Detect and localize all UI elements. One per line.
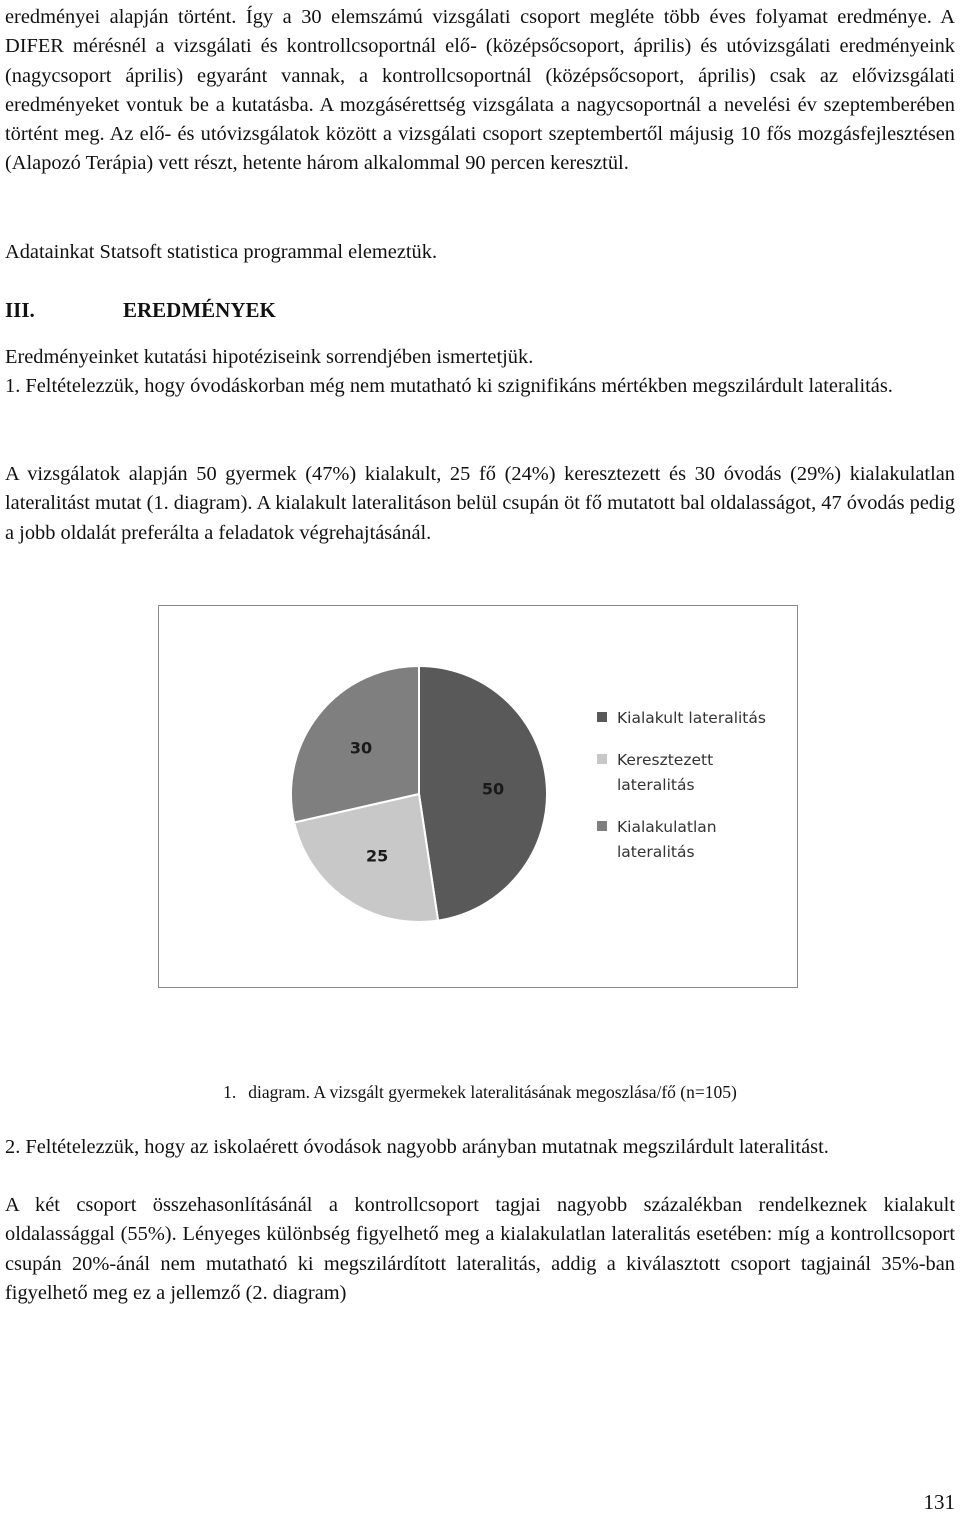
paragraph-results-1: A vizsgálatok alapján 50 gyermek (47%) kialakult, 25 fő (24%) keresztezett és 30 óvodás (29%) kialakulatlan lateralitást mutat (1. diagram). A kialakult lateralitáson belül csupán öt fő mutatott bal oldalasságot, 47 óvodás pedig a jobb oldalát preferálta a feladatok végrehajtásánál. xyxy=(5,463,955,544)
legend-swatch xyxy=(597,821,607,831)
figure-caption xyxy=(5,1080,955,1104)
legend-swatch xyxy=(597,712,607,722)
page-number: 131 xyxy=(923,1490,955,1514)
section-heading xyxy=(5,296,276,325)
paragraph-intro-results: Eredményeinket kutatási hipotéziseink sorrendjében ismertetjük. xyxy=(5,346,534,368)
legend-item xyxy=(597,815,742,865)
legend-item xyxy=(597,706,792,731)
paragraph-statistics: Adatainkat Statsoft statistica programmal elemeztük. xyxy=(5,241,438,263)
pie-chart-figure xyxy=(158,605,798,988)
paragraph-results-2: A két csoport összehasonlításánál a kontrollcsoport tagjai nagyobb százalékban rendelkeznek kialakult oldalassággal (55%). Lényeges különbség figyelhető meg a kialakulatlan lateralitás esetében: míg a kontrollcsoport csupán 20%-ánál nem mutatható ki megszilárdított lateralitás, addig a kiválasztott csoport tagjainál 35%-ban figyelhető meg ez a jellemző (2. diagram) xyxy=(5,1194,955,1304)
legend-swatch xyxy=(597,754,607,764)
legend-label: Keresztezett lateralitás xyxy=(617,751,714,794)
caption-text: diagram. A vizsgált gyermekek lateralitásának megoszlása/fő (n=105) xyxy=(248,1082,737,1102)
paragraph-hypothesis-1: 1. Feltételezzük, hogy óvodáskorban még nem mutatható ki szignifikáns mértékben megszilárdult lateralitás. xyxy=(5,375,893,397)
pie-data-label: 25 xyxy=(366,846,389,866)
legend-item xyxy=(597,748,742,798)
pie-data-label: 30 xyxy=(349,738,373,758)
pie-data-label: 50 xyxy=(481,779,505,799)
caption-number: 1. xyxy=(223,1082,237,1102)
paragraph-hypothesis-2: 2. Feltételezzük, hogy az iskolaérett óvodások nagyobb arányban mutatnak megszilárdult lateralitást. xyxy=(5,1136,829,1158)
legend-label: Kialakult lateralitás xyxy=(617,709,766,727)
section-number: III. xyxy=(5,298,35,322)
chart-legend xyxy=(597,706,792,882)
paragraph-methods: eredményei alapján történt. Így a 30 elemszámú vizsgálati csoport megléte több éves folyamat eredménye. A DIFER mérésnél a vizsgálati és kontrollcsoportnál elő- (középsőcsoport, április) és utóvizsgálati eredményeink (nagycsoport április) egyaránt vannak, a kontrollcsoportnál (középsőcsoport, április) csak az elővizsgálati eredményeket vontuk be a kutatásba. A mozgásérettség vizsgálata a nagycsoportnál a nevelési év szeptemberében történt meg. Az elő- és utóvizsgálatok között a vizsgálati csoport szeptembertől májusig 10 fős mozgásfejlesztésen (Alapozó Terápia) vett részt, hetente három alkalommal 90 percen keresztül. xyxy=(5,6,955,175)
section-title: EREDMÉNYEK xyxy=(123,298,276,322)
legend-label: Kialakulatlan lateralitás xyxy=(617,818,717,861)
